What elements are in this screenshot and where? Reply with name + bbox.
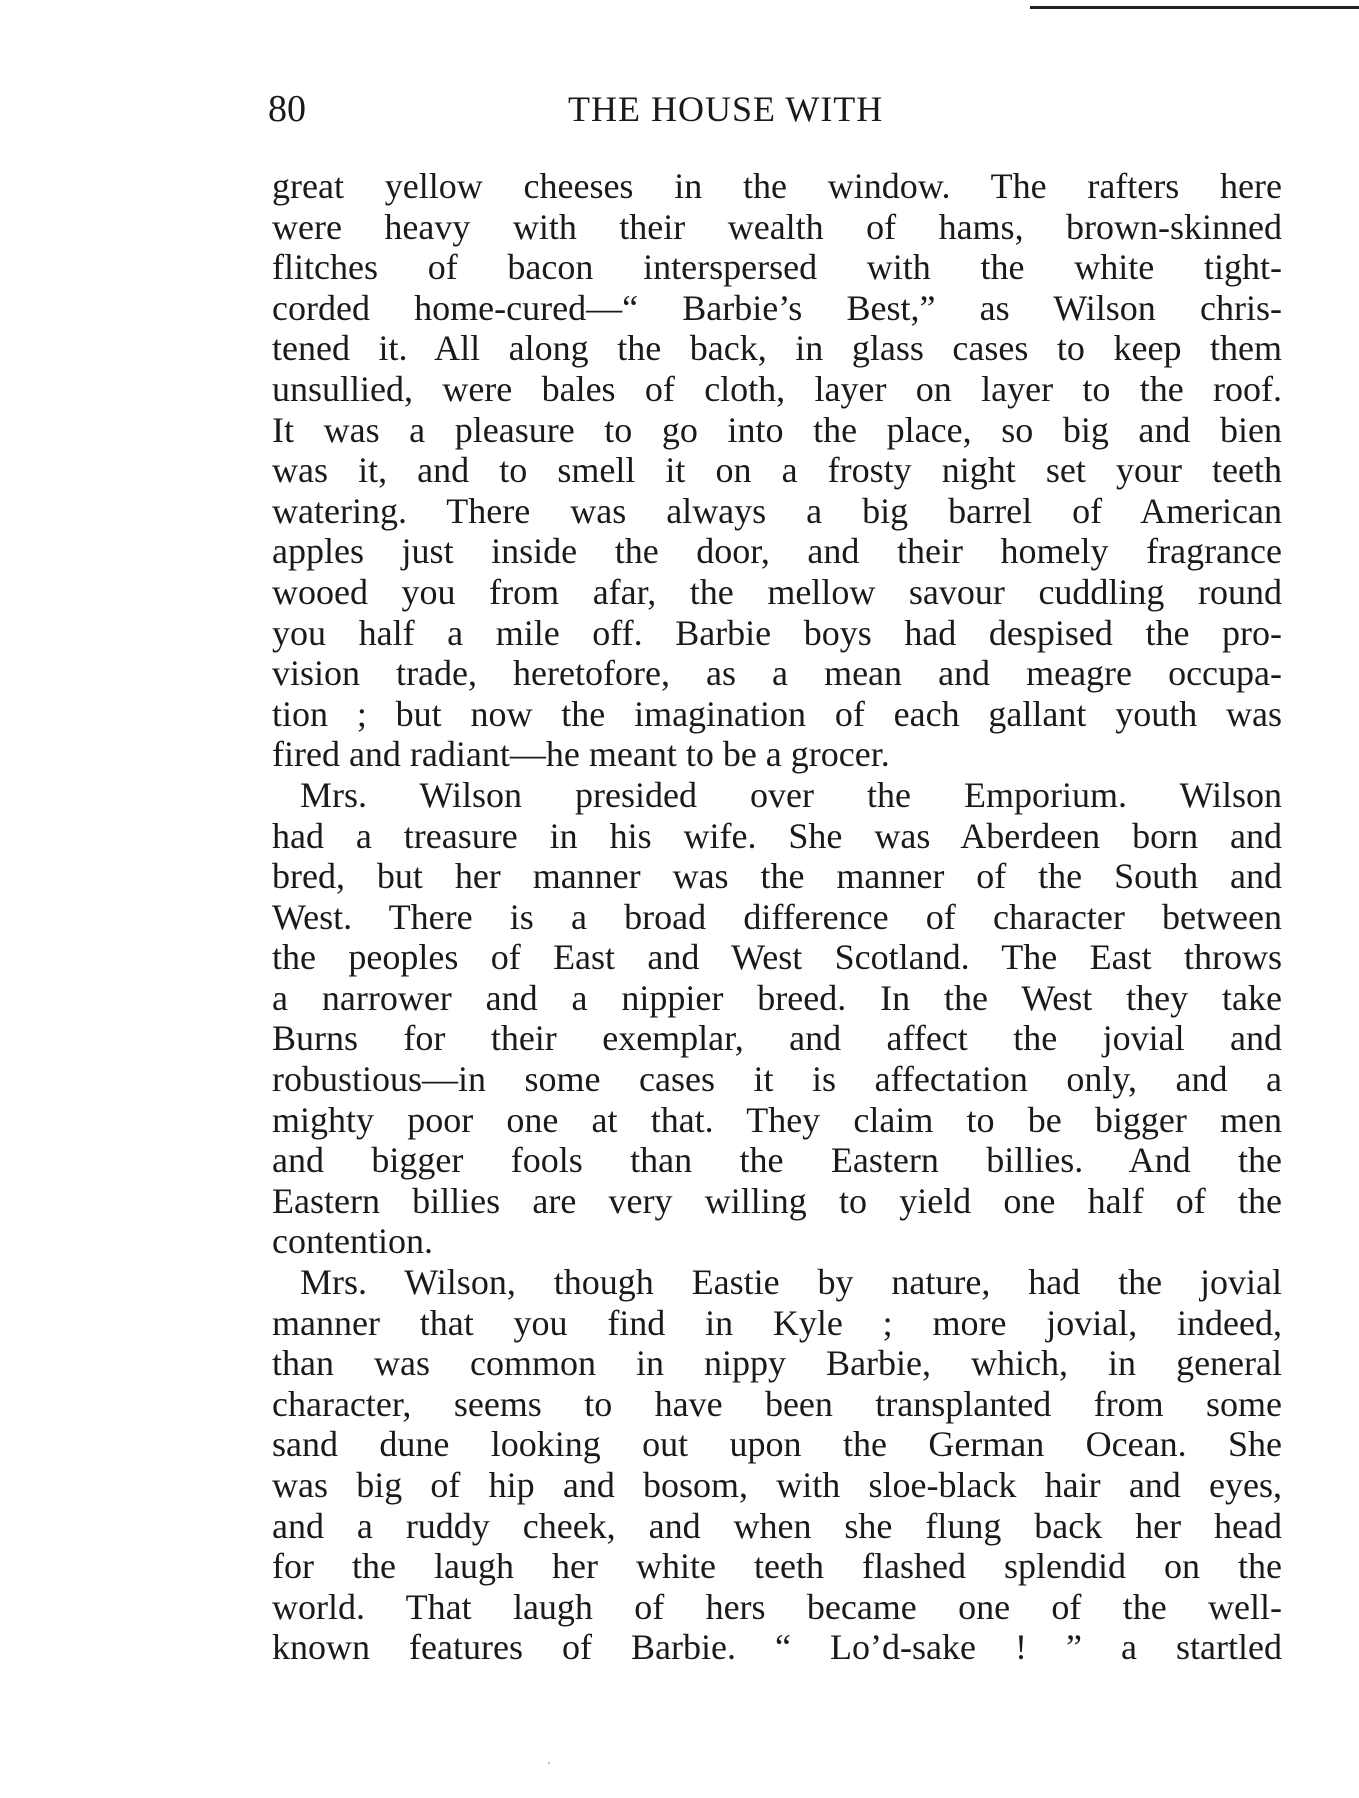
- text-line: had a treasure in his wife. She was Aberdeen born and: [272, 815, 1282, 856]
- text-line: vision trade, heretofore, as a mean and meagre occupa-: [272, 653, 1282, 694]
- text-line: contention.: [272, 1221, 433, 1262]
- text-line: West. There is a broad difference of character between: [272, 896, 1282, 937]
- text-line: unsullied, were bales of cloth, layer on layer to the roof.: [272, 368, 1282, 409]
- text-line: a narrower and a nippier breed. In the West they take: [272, 977, 1282, 1018]
- text-line: were heavy with their wealth of hams, brown-skinned: [272, 206, 1282, 247]
- text-line: than was common in nippy Barbie, which, in general: [272, 1343, 1282, 1384]
- text-line: flitches of bacon interspersed with the white tight-: [272, 247, 1282, 288]
- text-line: known features of Barbie. “ Lo’d-sake ! ” a startled: [272, 1627, 1282, 1668]
- text-line: for the laugh her white teeth flashed splendid on the: [272, 1546, 1282, 1587]
- text-line: character, seems to have been transplanted from some: [272, 1383, 1282, 1424]
- text-line: manner that you find in Kyle ; more jovial, indeed,: [272, 1302, 1282, 1343]
- running-head: [268, 84, 1278, 134]
- text-line: and a ruddy cheek, and when she flung back her head: [272, 1505, 1282, 1546]
- text-line: Mrs. Wilson presided over the Emporium. Wilson: [300, 774, 1282, 815]
- top-rule: [1030, 6, 1359, 9]
- text-line: It was a pleasure to go into the place, so big and bien: [272, 409, 1282, 450]
- text-line: world. That laugh of hers became one of the well-: [272, 1586, 1282, 1627]
- text-line: robustious—in some cases it is affectation only, and a: [272, 1059, 1282, 1100]
- body-text: [272, 166, 1282, 1668]
- text-line: was big of hip and bosom, with sloe-black hair and eyes,: [272, 1465, 1282, 1505]
- text-line: and bigger fools than the Eastern billies. And the: [272, 1140, 1282, 1181]
- text-line: mighty poor one at that. They claim to be bigger men: [272, 1099, 1282, 1140]
- text-line: bred, but her manner was the manner of the South and: [272, 856, 1282, 897]
- text-line: was it, and to smell it on a frosty night set your teeth: [272, 450, 1282, 491]
- running-title: THE HOUSE WITH: [568, 89, 884, 129]
- text-line: Mrs. Wilson, though Eastie by nature, had the jovial: [300, 1262, 1282, 1303]
- text-line: apples just inside the door, and their homely fragrance: [272, 531, 1282, 572]
- text-line: fired and radiant—he meant to be a grocer.: [272, 734, 890, 775]
- text-line: tion ; but now the imagination of each gallant youth was: [272, 693, 1282, 734]
- text-line: tened it. All along the back, in glass cases to keep them: [272, 328, 1282, 369]
- text-line: corded home-cured—“ Barbie’s Best,” as Wilson chris-: [272, 287, 1282, 328]
- page-number: 80: [268, 88, 306, 130]
- text-line: you half a mile off. Barbie boys had despised the pro-: [272, 612, 1282, 653]
- paper-speck: [548, 1762, 550, 1764]
- text-line: Burns for their exemplar, and affect the jovial and: [272, 1018, 1282, 1059]
- text-line: great yellow cheeses in the window. The rafters here: [272, 166, 1282, 206]
- text-line: sand dune looking out upon the German Ocean. She: [272, 1424, 1282, 1465]
- text-line: the peoples of East and West Scotland. The East throws: [272, 937, 1282, 978]
- text-line: Eastern billies are very willing to yield one half of the: [272, 1180, 1282, 1221]
- text-line: watering. There was always a big barrel of American: [272, 490, 1282, 531]
- text-line: wooed you from afar, the mellow savour cuddling round: [272, 571, 1282, 612]
